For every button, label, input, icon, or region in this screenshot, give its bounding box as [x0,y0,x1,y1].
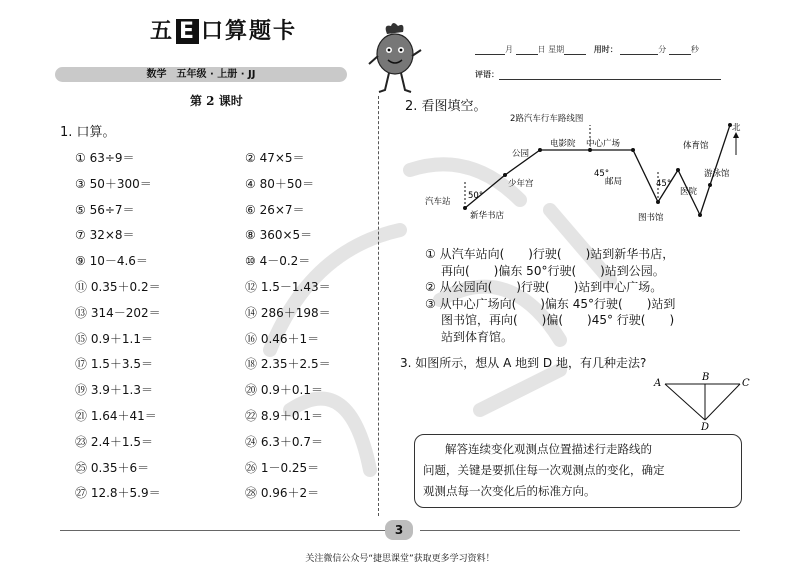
problem-item: ⑭ 286＋198＝ [245,305,331,320]
tip-line-3: 观测点每一次变化后的标准方向。 [423,484,596,498]
tip-line-2: 问题，关键是要抓住每一次观测点的变化，确定 [423,463,665,477]
q2-line: ③ 从中心广场向( )偏东 45°行驶( )站到 [425,296,676,311]
map-title: 2路汽车行车路线图 [510,114,584,124]
problem-item: ⑲ 3.9＋1.3＝ [75,383,153,398]
point-b-label: B [702,372,710,383]
problem-item: ⑤ 56÷7＝ [75,202,135,217]
problem-item: ㉘ 0.96＋2＝ [245,486,320,501]
q2-line: ① 从汽车站向( )行驶( )站到新华书店， [425,247,675,261]
route-map [400,120,760,235]
problem-item: ⑫ 1.5－1.43＝ [245,280,331,294]
problem-item: ④ 80＋50＝ [245,176,315,191]
problem-item: ㉗ 12.8＋5.9＝ [75,486,161,501]
map-label-bus-station: 汽车站 [425,197,451,207]
problem-item: ⑪ 0.35＋0.2＝ [75,280,161,294]
map-label-youth-palace: 少年宫 [508,179,534,189]
map-label-post-office: 邮局 [605,177,623,187]
problem-item: ㉒ 8.9＋0.1＝ [245,409,323,423]
problem-item: ③ 50＋300＝ [75,176,152,191]
page-number: 3 [385,520,413,540]
minute-blank[interactable] [620,46,658,55]
map-angle-3: 45° [656,179,672,189]
brand-pre: 五 [150,19,175,44]
footer-note: 关注微信公众号“捷思课堂”获取更多学习资料！ [305,554,495,564]
problem-item: ⑩ 4－0.2＝ [245,254,311,269]
map-angle-2: 45° [594,169,610,179]
brand-title [150,14,297,45]
review-blank[interactable] [499,71,721,80]
q2-line: 站到体育馆。 [441,329,514,344]
second-blank[interactable] [669,46,691,55]
map-label-gym: 体育馆 [683,141,709,151]
map-label-library: 图书馆 [638,213,664,223]
q3-triangle-diagram [650,372,750,432]
map-label-hospital: 医院 [680,187,698,197]
problem-item: ⑧ 360×5＝ [245,228,313,243]
subject-bar: 数学 五年级 · 上册 · JJ [55,67,347,82]
brand-e-badge: E [176,19,199,44]
q2-line: 再向( )偏东 50°行驶( )站到公园。 [441,263,665,278]
problem-item: ⑰ 1.5＋3.5＝ [75,357,153,372]
problem-item: ⑨ 10－4.6＝ [75,254,148,269]
map-label-pool: 游泳馆 [704,169,730,179]
lesson-title: 第 2 课时 [190,94,243,108]
brand-post: 口算题卡 [201,19,298,44]
bottom-rule-left [60,530,385,531]
map-angle-1: 50° [468,191,484,201]
day-blank[interactable] [516,46,538,55]
problem-item: ⑦ 32×8＝ [75,228,135,243]
map-label-center-square: 中心广场 [586,139,621,149]
problem-item: ① 63÷9＝ [75,151,135,165]
point-d-label: D [701,422,710,432]
map-north-label: 北 [732,123,741,133]
bottom-rule-right [420,530,740,531]
review-line: 评语： [475,69,721,80]
month-blank[interactable] [475,46,505,55]
problem-item: ㉔ 6.3＋0.7＝ [245,434,323,449]
tip-box [414,434,742,508]
q3-title: 3. 如图所示，想从 A 地到 D 地，有几种走法? [400,356,647,370]
problem-item: ⑯ 0.46＋1＝ [245,331,320,346]
q2-line: 图书馆，再向( )偏( )45° 行驶( ) [441,313,675,327]
tip-line-1: 解答连续变化观测点位置描述行走路线的 [445,442,652,456]
q2-title: 2. 看图填空。 [405,99,487,114]
column-divider [378,96,379,516]
point-c-label: C [742,378,750,389]
problem-item: ㉖ 1－0.25＝ [245,460,320,475]
problem-item: ⑬ 314－202＝ [75,305,161,320]
week-blank[interactable] [564,46,586,55]
problem-item: ㉕ 0.35＋6＝ [75,460,150,475]
map-label-park: 公园 [512,149,530,159]
date-line: 月 日 星期 用时： 分 秒 [475,44,699,55]
problem-item: ⑥ 26×7＝ [245,202,305,217]
q2-line: ② 从公园向( )行驶( )站到中心广场。 [425,280,663,294]
q1-title: 1. 口算。 [60,125,116,140]
map-label-cinema: 电影院 [550,139,576,149]
problem-item: ⑳ 0.9＋0.1＝ [245,383,323,398]
problem-item: ㉑ 1.64＋41＝ [75,409,157,423]
problem-item: ⑱ 2.35＋2.5＝ [245,357,331,372]
map-label-xinhua: 新华书店 [470,211,505,221]
mascot-icon [365,20,425,95]
problem-item: ⑮ 0.9＋1.1＝ [75,331,153,346]
problem-item: ② 47×5＝ [245,151,305,165]
point-a-label: A [654,378,662,389]
problem-item: ㉓ 2.4＋1.5＝ [75,434,153,449]
